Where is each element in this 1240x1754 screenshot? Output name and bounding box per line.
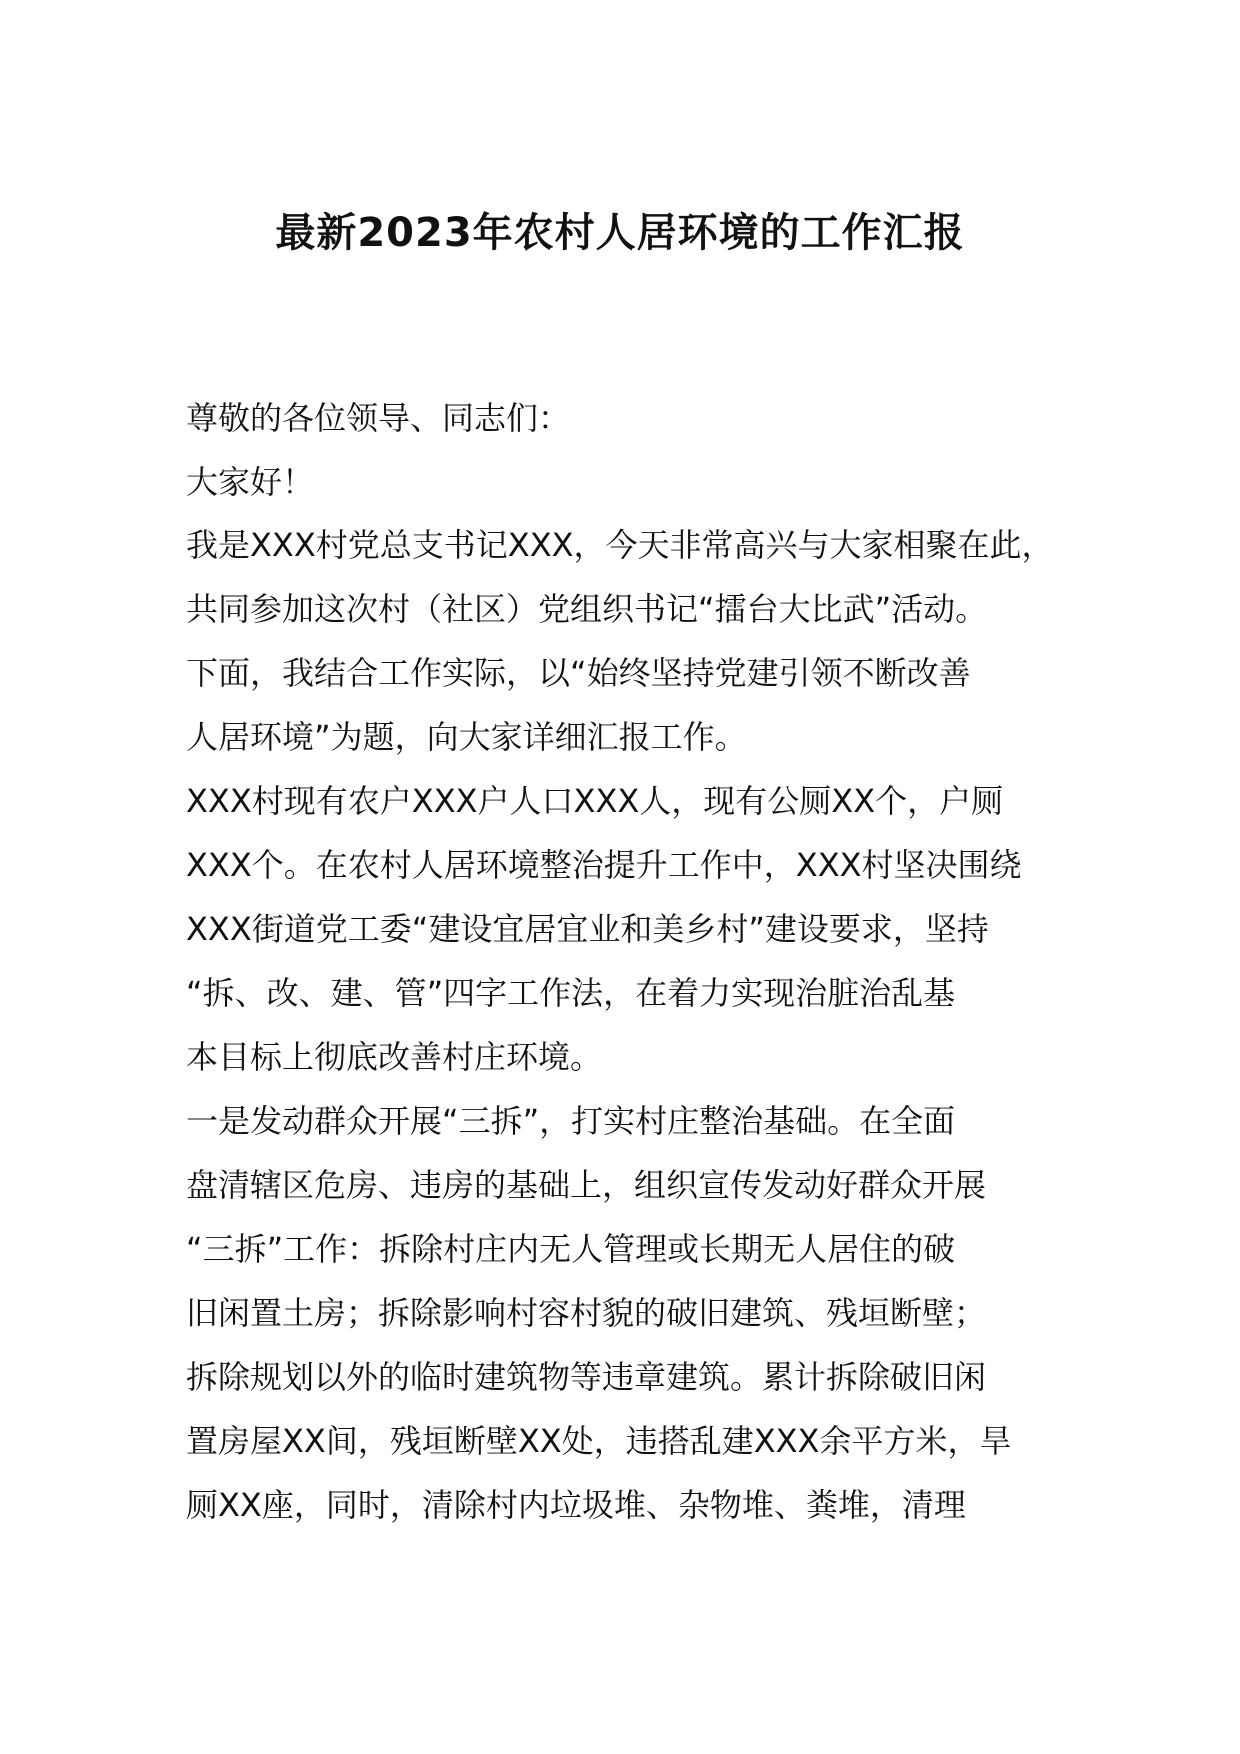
body-line: 共同参加这次村（社区）党组织书记“擂台大比武”活动。	[186, 590, 988, 628]
body-line: XXX个。在农村人居环境整治提升工作中，XXX村坚决围绕	[186, 846, 1022, 884]
body-line: “拆、改、建、管”四字工作法，在着力实现治脏治乱基	[186, 974, 956, 1012]
body-line: 大家好！	[186, 463, 315, 501]
body-line: 厕XX座，同时，清除村内垃圾堆、杂物堆、粪堆，清理	[186, 1486, 966, 1524]
body-line: 尊敬的各位领导、同志们：	[186, 399, 571, 437]
body-line: 一是发动群众开展“三拆”，打实村庄整治基础。在全面	[186, 1102, 956, 1140]
body-line: “三拆”工作：拆除村庄内无人管理或长期无人居住的破	[186, 1230, 956, 1268]
body-line: 我是XXX村党总支书记XXX，今天非常高兴与大家相聚在此，	[186, 526, 1054, 564]
body-line: XXX街道党工委“建设宜居宜业和美乡村”建设要求，坚持	[186, 910, 989, 948]
body-line: 下面，我结合工作实际，以“始终坚持党建引领不断改善	[186, 654, 971, 692]
body-line: 旧闲置土房；拆除影响村容村貌的破旧建筑、残垣断壁；	[186, 1294, 987, 1332]
body-line: 人居环境”为题，向大家详细汇报工作。	[186, 718, 747, 756]
body-line: 置房屋XX间，残垣断壁XX处，违搭乱建XXX余平方米，旱	[186, 1422, 1012, 1460]
body-line: XXX村现有农户XXX户人口XXX人，现有公厕XX个，户厕	[186, 782, 1004, 820]
body-line: 本目标上彻底改善村庄环境。	[186, 1038, 603, 1076]
document-title: 最新2023年农村人居环境的工作汇报	[275, 210, 965, 256]
body-line: 盘清辖区危房、违房的基础上，组织宣传发动好群众开展	[186, 1166, 987, 1204]
body-line: 拆除规划以外的临时建筑物等违章建筑。累计拆除破旧闲	[186, 1358, 987, 1396]
